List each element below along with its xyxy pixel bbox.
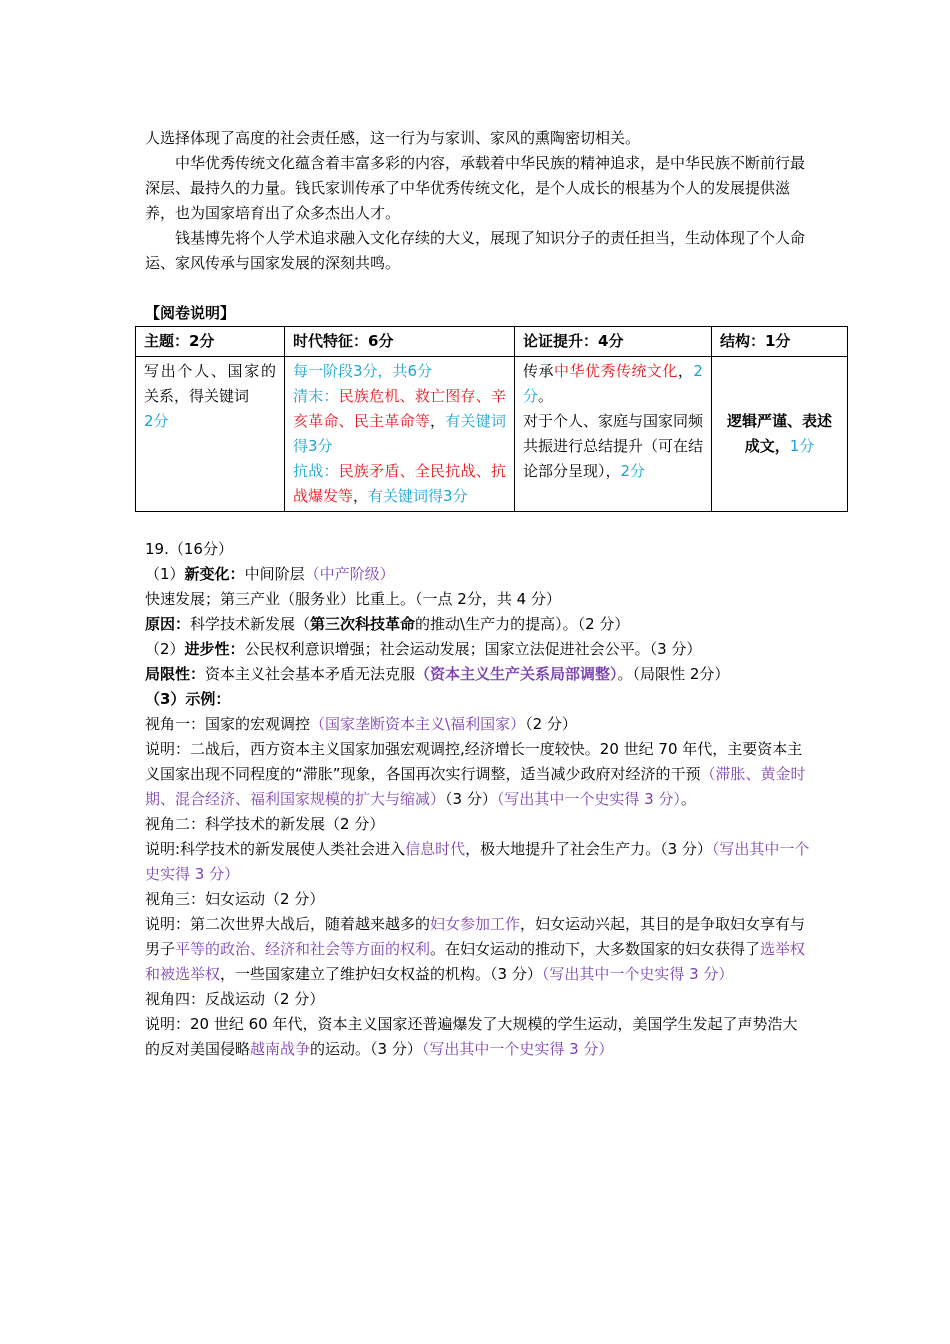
view1-title-score: （2 分） (525, 715, 577, 733)
reason-label: 原因： (145, 615, 191, 633)
q19-part2 (145, 637, 810, 662)
qing-keywords: 民族危机、救亡图存、辛亥革命、民主革命等 (293, 387, 506, 430)
view3-keyword-2: 平等的政治、经济和社会等方面的权利 (175, 940, 431, 958)
view1-score: （3 分） (445, 790, 497, 808)
rubric-cell-era (285, 357, 515, 512)
rubric-cell-structure (712, 357, 848, 512)
reason-bold: 第三次科技革命 (310, 615, 416, 633)
q19-title: 19.（16分） (145, 540, 233, 558)
rubric-body-row (136, 357, 848, 512)
structure-criteria: 逻辑严谨、表述成文， (726, 412, 832, 455)
rubric-header-argument: 论证提升：4分 (515, 327, 712, 357)
limitation-text-b: 。（局限性 2分） (617, 665, 730, 683)
view4-keyword: 越南战争 (250, 1040, 311, 1058)
argument-summary: 对于个人、家庭与国家同频共振进行总结提升（可在结论部分呈现）， (523, 412, 704, 480)
theme-score: 2分 (144, 412, 169, 430)
limitation-keyword: （资本主义生产关系局部调整） (415, 665, 618, 683)
war-sep: ， (353, 487, 369, 505)
view2-keyword: 信息时代 (405, 840, 466, 858)
rubric-cell-argument (515, 357, 712, 512)
part1-label: （1） (145, 565, 185, 583)
part1-keyword: （中产阶级） (304, 565, 395, 583)
argument-end: 。 (538, 387, 554, 405)
question-19-answer (145, 537, 810, 1062)
view1-note: （写出其中一个史实得 3 分） (496, 790, 681, 808)
qing-label: 清末： (293, 387, 339, 405)
view2-note: （写出其中一个史实得 3 分） (145, 840, 810, 883)
intro-paragraph-1: 中华优秀传统文化蕴含着丰富多彩的内容，承载着中华民族的精神追求，是中华民族不断前行最深层、最持久的力量。钱氏家训传承了中华优秀传统文化，是个人成长的根基为个人的发展提供滋养，也为国家培育出了众多杰出人才。 (145, 154, 806, 222)
argument-sep: ， (677, 362, 694, 380)
view1-keyword: （滞胀、黄金时期、混合经济、福利国家规模的扩大与缩减） (145, 765, 806, 808)
q19-reason (145, 612, 810, 637)
view2-text (145, 837, 810, 887)
view3-keyword-3: 选举权和被选举权 (145, 940, 806, 983)
war-score: 有关键词得3分 (368, 487, 468, 505)
rubric-heading: 【阅卷说明】 (145, 304, 236, 322)
view3-text-d: ，一些国家建立了维护妇女权益的机构。（3 分） (220, 965, 542, 983)
part1-bold: 新变化： (184, 565, 245, 583)
view2-title: 视角二：科学技术的新发展（2 分） (145, 815, 385, 833)
structure-score: 1分 (789, 437, 815, 455)
view3-text-b: ，妇女运动兴起，其目的是争取妇女享有与男子 (145, 915, 806, 958)
view3-keyword-1: 妇女参加工作 (430, 915, 521, 933)
rubric-cell-theme (136, 357, 285, 512)
view1-text-a: 说明：二战后，西方资本主义国家加强宏观调控,经济增长一度较快。20 世纪 70 年代，主要资本主义国家出现不同程度的“滞胀”现象，各国再次实行调整，适当减少政府对经济的干预 (145, 740, 803, 783)
intro-paragraph-2: 钱基博先将个人学术追求融入文化存续的大义，展现了知识分子的责任担当，生动体现了个人命运、家风传承与国家发展的深刻共鸣。 (145, 229, 806, 272)
view3-text-c: 。在妇女运动的推动下，大多数国家的妇女获得了 (430, 940, 761, 958)
reason-text-b: 的推动\生产力的提高）。（2 分） (415, 615, 630, 633)
argument-score: 2分 (523, 362, 703, 405)
view4-title: 视角四：反战运动（2 分） (145, 990, 325, 1008)
argument-pre: 传承 (523, 362, 554, 380)
q19-part3: （3）示例： (145, 690, 231, 708)
war-label: 抗战： (293, 462, 339, 480)
view4-text (145, 1012, 810, 1062)
limitation-text-a: 资本主义社会基本矛盾无法克服 (205, 665, 416, 683)
view1-end: 。 (680, 790, 696, 808)
view2-text-a: 说明:科学技术的新发展使人类社会进入 (145, 840, 406, 858)
q19-limitation (145, 662, 810, 687)
view3-text (145, 912, 810, 987)
argument-score-2: 2分 (620, 462, 646, 480)
qing-score: 有关键词得3分 (293, 412, 506, 455)
view3-text-a: 说明：第二次世界大战后，随着越来越多的 (145, 915, 431, 933)
part2-text: 公民权利意识增强；社会运动发展；国家立法促进社会公平。（3 分） (244, 640, 702, 658)
rubric-table (135, 326, 848, 512)
rubric-header-theme: 主题：2分 (136, 327, 285, 357)
view3-title: 视角三：妇女运动（2 分） (145, 890, 325, 908)
rubric-header-era: 时代特征：6分 (285, 327, 515, 357)
view4-note: （写出其中一个史实得 3 分） (421, 1040, 614, 1058)
theme-criteria: 写出个人、国家的关系，得关键词 (144, 362, 276, 405)
rubric-header-row (136, 327, 848, 357)
war-keywords: 民族矛盾、全民抗战、抗战爆发等 (293, 462, 506, 505)
q19-part1 (145, 562, 810, 612)
view2-text-b: ，极大地提升了社会生产力。（3 分） (465, 840, 712, 858)
view1-title (145, 712, 810, 737)
view1-title-text: 视角一：国家的宏观调控 (145, 715, 311, 733)
document-page (144, 126, 832, 1062)
view1-text (145, 737, 810, 812)
view4-text-a: 说明：20 世纪 60 年代，资本主义国家还普遍爆发了大规模的学生运动，美国学生发起了声势浩大的反对美国侵略 (145, 1015, 798, 1058)
argument-keyword: 中华优秀传统文化 (553, 362, 678, 380)
view4-text-b: 的运动。（3 分） (310, 1040, 422, 1058)
part1-text-b: 快速发展；第三产业（服务业）比重上。（一点 2分，共 4 分） (145, 590, 561, 608)
part2-label: （2） (145, 640, 185, 658)
rubric-header-structure: 结构：1分 (712, 327, 848, 357)
view3-note: （写出其中一个史实得 3 分） (541, 965, 734, 983)
intro-line: 人选择体现了高度的社会责任感，这一行为与家训、家风的熏陶密切相关。 (145, 129, 641, 147)
view1-title-keyword: （国家垄断资本主义\福利国家） (310, 715, 526, 733)
part1-text-a: 中间阶层 (244, 565, 305, 583)
limitation-label: 局限性： (145, 665, 206, 683)
era-score-rule: 每一阶段3分，共6分 (293, 362, 433, 380)
qing-sep: ， (430, 412, 446, 430)
part2-bold: 进步性： (184, 640, 245, 658)
reason-text-a: 科学技术新发展（ (190, 615, 311, 633)
